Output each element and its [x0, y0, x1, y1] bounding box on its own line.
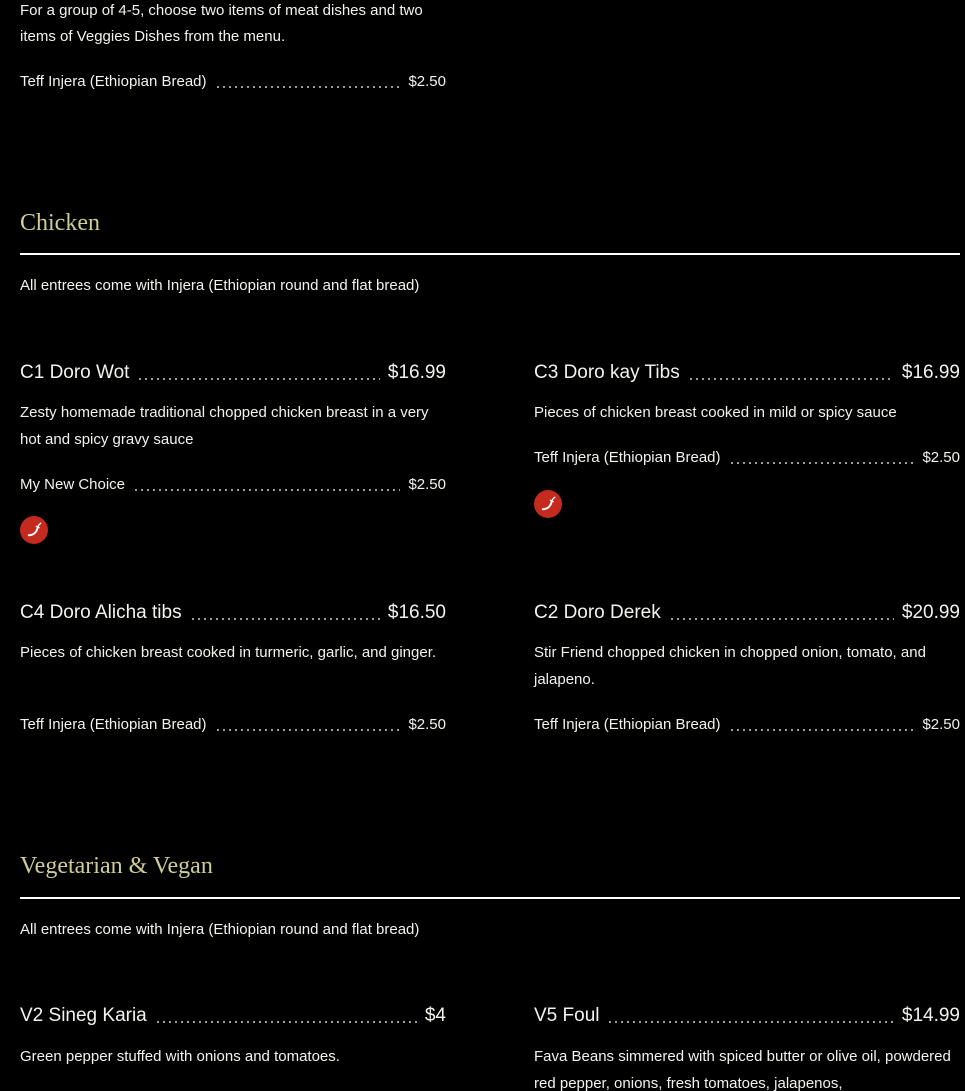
item-price: $16.50 [387, 602, 446, 623]
addon-label: My New Choice [20, 476, 126, 493]
item-addon-row [20, 715, 446, 735]
addon-price: $2.50 [408, 476, 446, 493]
item-name: C1 Doro Wot [20, 362, 130, 383]
intro-addon-row [20, 72, 446, 92]
item-description: Pieces of chicken breast cooked in mild or spicy sauce [534, 404, 897, 421]
item-price: $16.99 [387, 362, 446, 383]
menu-item-header [20, 361, 446, 385]
addon-label: Teff Injera (Ethiopian Bread) [534, 449, 721, 466]
dot-leader [729, 462, 915, 464]
item-addon-row [534, 448, 960, 468]
dot-leader [607, 1021, 893, 1023]
item-price: $20.99 [901, 602, 960, 623]
addon-price: $2.50 [408, 716, 446, 733]
dot-leader [215, 86, 401, 88]
item-name: V2 Sineg Karia [20, 1005, 147, 1026]
dot-leader [688, 378, 894, 380]
item-description: Pieces of chicken breast cooked in turmeric, garlic, and ginger. [20, 644, 437, 661]
menu-item-header [534, 361, 960, 385]
item-price: $4 [424, 1005, 446, 1026]
addon-label: Teff Injera (Ethiopian Bread) [20, 73, 207, 90]
addon-price: $2.50 [922, 449, 960, 466]
menu-item-header [20, 601, 446, 625]
chili-pepper-icon [534, 490, 562, 518]
item-name: V5 Foul [534, 1005, 600, 1026]
addon-label: Teff Injera (Ethiopian Bread) [534, 716, 721, 733]
dot-leader [155, 1021, 417, 1023]
item-name: C2 Doro Derek [534, 602, 661, 623]
section-divider [20, 897, 960, 899]
section-note: All entrees come with Injera (Ethiopian round and flat bread) [20, 277, 420, 294]
dot-leader [669, 618, 894, 620]
section-divider [20, 253, 960, 255]
item-description: Zesty homemade traditional chopped chicken breast in a very hot and spicy gravy sauce [20, 404, 429, 448]
section-note: All entrees come with Injera (Ethiopian round and flat bread) [20, 921, 420, 938]
menu-item-header [534, 601, 960, 625]
item-addon-row [20, 475, 446, 495]
dot-leader [190, 618, 380, 620]
item-name: C3 Doro kay Tibs [534, 362, 680, 383]
menu-item-header [534, 1004, 960, 1028]
section-title-vegetarian-vegan: Vegetarian & Vegan [20, 853, 213, 879]
menu-item-header [20, 1004, 446, 1028]
item-price: $14.99 [901, 1005, 960, 1026]
chili-pepper-icon [20, 516, 48, 544]
dot-leader [137, 378, 379, 380]
item-description: Fava Beans simmered with spiced butter or olive oil, powdered red pepper, onions, fresh tomatoes, jalapenos, [534, 1048, 951, 1091]
section-title-chicken: Chicken [20, 210, 100, 236]
addon-price: $2.50 [922, 716, 960, 733]
item-price: $16.99 [901, 362, 960, 383]
dot-leader [729, 729, 915, 731]
dot-leader [133, 489, 400, 491]
item-description: Green pepper stuffed with onions and tomatoes. [20, 1048, 340, 1065]
group-offer-text: For a group of 4-5, choose two items of meat dishes and two items of Veggies Dishes from the menu. [20, 2, 423, 45]
addon-price: $2.50 [408, 73, 446, 90]
item-addon-row [534, 715, 960, 735]
item-description: Stir Friend chopped chicken in chopped onion, tomato, and jalapeno. [534, 644, 926, 688]
item-name: C4 Doro Alicha tibs [20, 602, 182, 623]
dot-leader [215, 729, 401, 731]
addon-label: Teff Injera (Ethiopian Bread) [20, 716, 207, 733]
